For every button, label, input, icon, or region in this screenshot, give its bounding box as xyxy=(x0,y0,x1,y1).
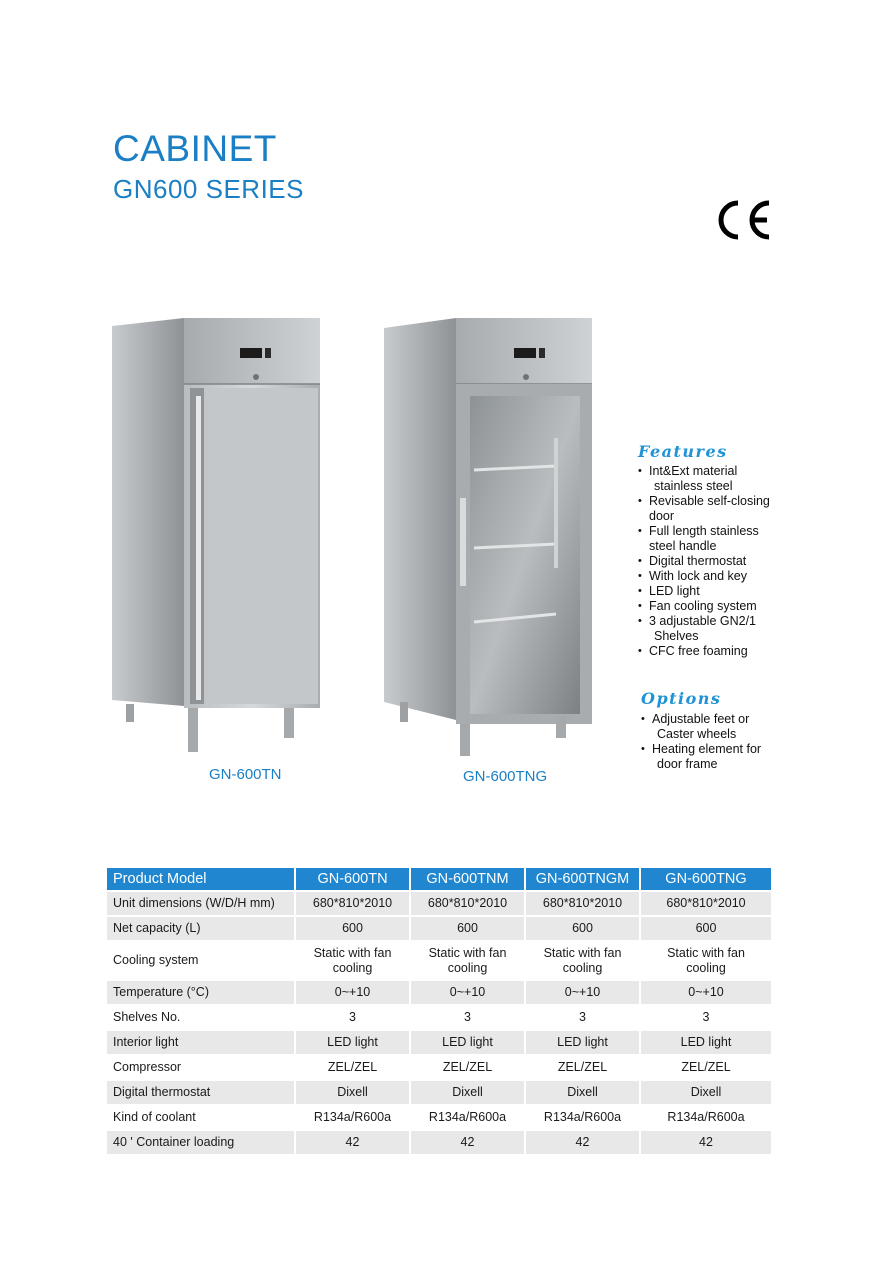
table-cell: Static with fan cooling xyxy=(411,942,524,979)
table-row xyxy=(107,1006,771,1029)
table-cell: Dixell xyxy=(296,1081,409,1104)
table-row xyxy=(107,1031,771,1054)
table-cell: ZEL/ZEL xyxy=(526,1056,639,1079)
table-cell: LED light xyxy=(296,1031,409,1054)
table-cell: Static with fan cooling xyxy=(296,942,409,979)
options-list xyxy=(641,712,791,772)
table-cell: Temperature (°C) xyxy=(107,981,294,1004)
table-cell: Static with fan cooling xyxy=(526,942,639,979)
table-cell: 0~+10 xyxy=(641,981,771,1004)
features-heading: Features xyxy=(638,442,728,461)
table-cell: 680*810*2010 xyxy=(411,892,524,915)
table-cell: 3 xyxy=(296,1006,409,1029)
column-header: Product Model xyxy=(107,868,294,890)
table-cell: LED light xyxy=(526,1031,639,1054)
table-cell: 42 xyxy=(526,1131,639,1154)
table-row xyxy=(107,1056,771,1079)
table-cell: 3 xyxy=(411,1006,524,1029)
table-row xyxy=(107,942,771,979)
table-cell: Digital thermostat xyxy=(107,1081,294,1104)
table-cell: 0~+10 xyxy=(296,981,409,1004)
table-cell: R134a/R600a xyxy=(641,1106,771,1129)
table-row xyxy=(107,1081,771,1104)
list-item: • Full length stainless steel handle xyxy=(638,524,788,554)
table-cell: Unit dimensions (W/D/H mm) xyxy=(107,892,294,915)
table-cell: ZEL/ZEL xyxy=(296,1056,409,1079)
table-cell: ZEL/ZEL xyxy=(641,1056,771,1079)
table-cell: Shelves No. xyxy=(107,1006,294,1029)
cabinet-solid-door-image xyxy=(108,316,328,760)
table-cell: 680*810*2010 xyxy=(296,892,409,915)
table-cell: 600 xyxy=(411,917,524,940)
table-cell: 42 xyxy=(296,1131,409,1154)
table-cell: 0~+10 xyxy=(411,981,524,1004)
list-item: • Fan cooling system xyxy=(638,599,788,614)
features-list xyxy=(638,464,788,659)
product-caption-solid: GN-600TN xyxy=(209,766,282,783)
list-item: • Digital thermostat xyxy=(638,554,788,569)
table-cell: 600 xyxy=(526,917,639,940)
table-cell: R134a/R600a xyxy=(296,1106,409,1129)
specifications-table xyxy=(105,866,773,1156)
table-cell: Dixell xyxy=(641,1081,771,1104)
column-header: GN-600TN xyxy=(296,868,409,890)
table-cell: LED light xyxy=(641,1031,771,1054)
options-heading: Options xyxy=(641,689,722,708)
list-item: • Revisable self-closing door xyxy=(638,494,788,524)
table-header-row xyxy=(107,868,771,890)
table-row xyxy=(107,981,771,1004)
table-cell: ZEL/ZEL xyxy=(411,1056,524,1079)
table-cell: R134a/R600a xyxy=(411,1106,524,1129)
column-header: GN-600TNGM xyxy=(526,868,639,890)
table-cell: Kind of coolant xyxy=(107,1106,294,1129)
ce-mark-icon xyxy=(714,197,772,243)
table-row xyxy=(107,917,771,940)
table-cell: 40 ' Container loading xyxy=(107,1131,294,1154)
column-header: GN-600TNM xyxy=(411,868,524,890)
table-cell: Dixell xyxy=(526,1081,639,1104)
table-cell: Cooling system xyxy=(107,942,294,979)
column-header: GN-600TNG xyxy=(641,868,771,890)
table-cell: 0~+10 xyxy=(526,981,639,1004)
table-row xyxy=(107,892,771,915)
table-cell: 42 xyxy=(411,1131,524,1154)
table-cell: Dixell xyxy=(411,1081,524,1104)
table-cell: 3 xyxy=(641,1006,771,1029)
list-item: • 3 adjustable GN2/1 Shelves xyxy=(638,614,788,644)
table-cell: 680*810*2010 xyxy=(526,892,639,915)
list-item: • Adjustable feet or Caster wheels xyxy=(641,712,791,742)
page-subtitle: GN600 SERIES xyxy=(113,174,304,204)
table-cell: Static with fan cooling xyxy=(641,942,771,979)
table-cell: Compressor xyxy=(107,1056,294,1079)
table-cell: 680*810*2010 xyxy=(641,892,771,915)
list-item: • Heating element for door frame xyxy=(641,742,791,772)
page-title: CABINET xyxy=(113,128,277,169)
table-row xyxy=(107,1106,771,1129)
list-item: • Int&Ext material stainless steel xyxy=(638,464,788,494)
list-item: • CFC free foaming xyxy=(638,644,788,659)
table-row xyxy=(107,1131,771,1154)
table-cell: LED light xyxy=(411,1031,524,1054)
table-cell: 42 xyxy=(641,1131,771,1154)
product-caption-glass: GN-600TNG xyxy=(463,768,548,785)
table-cell: 3 xyxy=(526,1006,639,1029)
table-cell: 600 xyxy=(296,917,409,940)
cabinet-glass-door-image xyxy=(380,316,594,760)
table-cell: 600 xyxy=(641,917,771,940)
table-cell: Interior light xyxy=(107,1031,294,1054)
table-cell: Net capacity (L) xyxy=(107,917,294,940)
table-cell: R134a/R600a xyxy=(526,1106,639,1129)
list-item: • LED light xyxy=(638,584,788,599)
list-item: • With lock and key xyxy=(638,569,788,584)
